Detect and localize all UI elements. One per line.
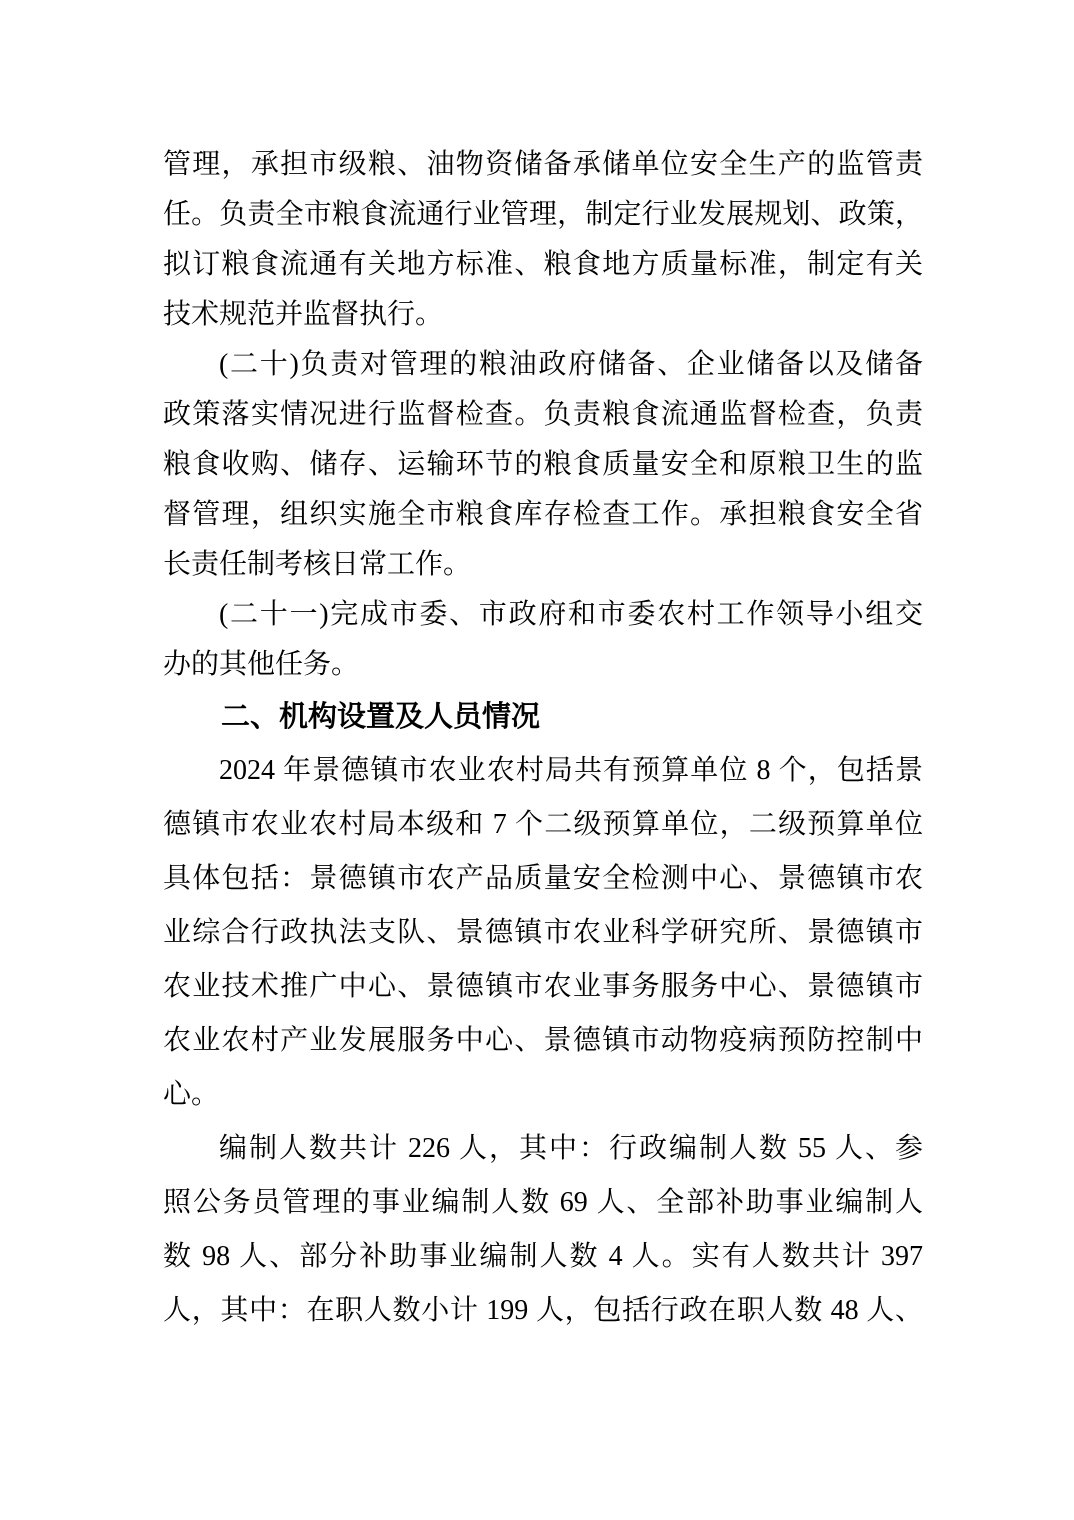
document-line: 德镇市农业农村局本级和 7 个二级预算单位，二级预算单位 [163,809,923,840]
document-line: 办的其他任务。 [163,649,360,680]
document-body [163,140,923,1338]
document-line: 心。 [163,1079,220,1110]
document-line: 粮食收购、储存、运输环节的粮食质量安全和原粮卫生的监 [163,449,923,480]
document-line: 2024 年景德镇市农业农村局共有预算单位 8 个，包括景 [219,755,923,786]
document-line: 业综合行政执法支队、景德镇市农业科学研究所、景德镇市 [163,917,923,948]
paragraph [163,340,923,590]
section-heading: 二、机构设置及人员情况 [221,701,541,733]
document-line: 农业农村产业发展服务中心、景德镇市动物疫病预防控制中 [163,1025,923,1056]
document-line: 编制人数共计 226 人，其中：行政编制人数 55 人、参 [219,1133,923,1164]
document-line: 具体包括：景德镇市农产品质量安全检测中心、景德镇市农 [163,863,923,894]
document-line: 人，其中：在职人数小计 199 人，包括行政在职人数 48 人、 [163,1295,923,1326]
paragraph [163,744,923,1122]
document-line: 农业技术推广中心、景德镇市农业事务服务中心、景德镇市 [163,971,923,1002]
document-line: (二十一)完成市委、市政府和市委农村工作领导小组交 [219,599,923,630]
document-line: 拟订粮食流通有关地方标准、粮食地方质量标准，制定有关 [163,249,923,280]
document-line: 任。负责全市粮食流通行业管理，制定行业发展规划、政策， [163,199,923,230]
document-line: 照公务员管理的事业编制人数 69 人、全部补助事业编制人 [163,1187,923,1218]
document-line: 政策落实情况进行监督检查。负责粮食流通监督检查，负责 [163,399,923,430]
document-line: 长责任制考核日常工作。 [163,549,472,580]
document-line: (二十)负责对管理的粮油政府储备、企业储备以及储备 [219,349,923,380]
paragraph [163,1122,923,1338]
document-line: 管理，承担市级粮、油物资储备承储单位安全生产的监管责 [163,149,923,180]
document-line: 数 98 人、部分补助事业编制人数 4 人。实有人数共计 397 [163,1241,923,1272]
paragraph [163,140,923,340]
paragraph [163,590,923,690]
document-line: 督管理，组织实施全市粮食库存检查工作。承担粮食安全省 [163,499,923,530]
document-line: 技术规范并监督执行。 [163,299,444,330]
